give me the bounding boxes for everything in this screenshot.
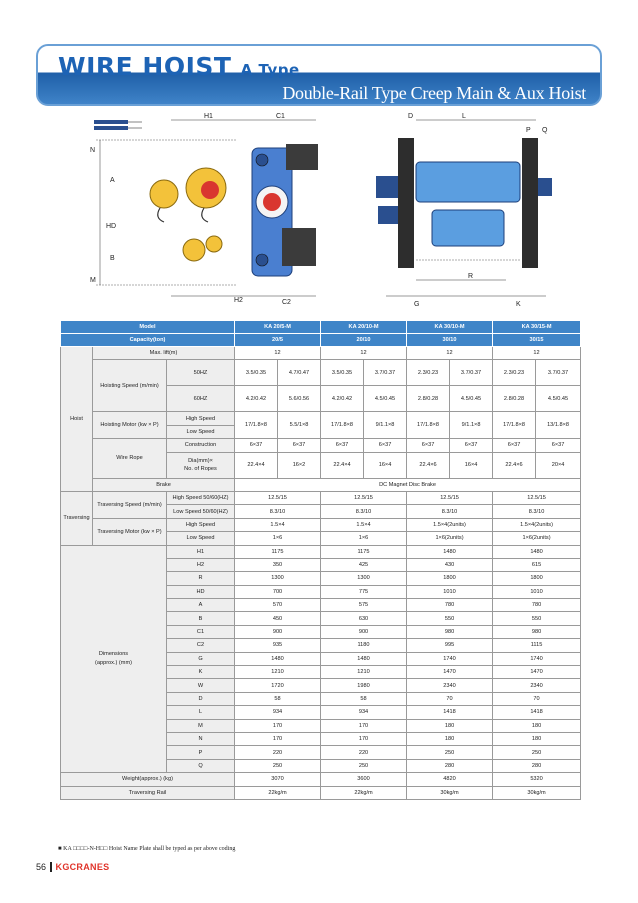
- table-cell: 1480: [493, 545, 581, 558]
- table-cell: 12.5/15: [493, 491, 581, 504]
- hoist-group-label: Hoist: [61, 347, 93, 492]
- dimension-name: B: [167, 612, 235, 625]
- table-cell: 180: [493, 732, 581, 745]
- table-cell: 1980: [321, 679, 407, 692]
- table-cell: 1300: [321, 572, 407, 585]
- model-cell: KA 20/5-M: [235, 321, 321, 334]
- trav-motor-label: Traversing Motor (kw × P): [93, 518, 167, 545]
- table-cell: 22kg/m: [321, 786, 407, 799]
- capacity-cell: 30/15: [493, 334, 581, 347]
- trav-speed-high-row: [61, 491, 581, 504]
- table-cell: 1740: [493, 652, 581, 665]
- table-cell: 430: [407, 558, 493, 571]
- table-cell: 220: [235, 746, 321, 759]
- page-subtitle: Double-Rail Type Creep Main & Aux Hoist: [282, 83, 586, 103]
- dimension-name: N: [167, 732, 235, 745]
- table-cell: 425: [321, 558, 407, 571]
- hoisting-motor-high-row: [61, 412, 581, 425]
- model-cell: KA 30/15-M: [493, 321, 581, 334]
- table-cell: 6×37: [278, 439, 321, 452]
- dimension-name: G: [167, 652, 235, 665]
- dia-label-line1: Dia(mm)×: [188, 457, 213, 464]
- dimension-name: P: [167, 746, 235, 759]
- footer-divider: [50, 862, 52, 872]
- table-cell: 8.3/10: [235, 505, 321, 518]
- table-cell: 3.7/0.37: [364, 360, 407, 386]
- table-cell: 2.3/0.23: [407, 360, 450, 386]
- front-view: [376, 120, 552, 296]
- dimensions-label: [61, 545, 167, 773]
- low-speed-label: Low Speed: [167, 425, 235, 438]
- max-lift-row: [61, 347, 581, 360]
- table-cell: 22.4×4: [235, 452, 278, 478]
- table-cell: 995: [407, 639, 493, 652]
- table-cell: 13/1.8×8: [536, 412, 581, 439]
- table-cell: 934: [235, 706, 321, 719]
- label-d: D: [408, 113, 414, 120]
- table-cell: 550: [493, 612, 581, 625]
- dimension-name: A: [167, 599, 235, 612]
- table-cell: 12.5/15: [321, 491, 407, 504]
- construction-row: [61, 439, 581, 452]
- table-cell: 2340: [407, 679, 493, 692]
- trav-high-label: High Speed 50/60(HZ): [167, 491, 235, 504]
- table-cell: 575: [321, 599, 407, 612]
- table-cell: 350: [235, 558, 321, 571]
- trav-low-label: Low Speed 50/60(HZ): [167, 505, 235, 518]
- dimension-name: R: [167, 572, 235, 585]
- table-cell: 570: [235, 599, 321, 612]
- table-cell: 9/1.1×8: [364, 412, 407, 439]
- dimensions-body: [61, 545, 581, 773]
- table-cell: 17/1.8×8: [321, 412, 364, 439]
- label-b: B: [110, 255, 115, 262]
- label-c1: C1: [276, 113, 285, 120]
- table-cell: 6×37: [364, 439, 407, 452]
- table-cell: 1480: [407, 545, 493, 558]
- label-r: R: [468, 273, 474, 280]
- table-cell: 22.4×4: [321, 452, 364, 478]
- spec-table: [60, 320, 581, 800]
- footnote: ■ KA □□□□-N-H□□ Hoist Name Plate shall be typed as per above coding: [58, 846, 236, 852]
- table-cell: 280: [407, 759, 493, 772]
- hoisting-speed-label: Hoisting Speed (m/min): [93, 360, 167, 412]
- label-q: Q: [542, 127, 548, 134]
- brake-label: Brake: [93, 478, 235, 491]
- brand-logo: KGCRANES: [55, 862, 110, 872]
- trav-motor-high-label: High Speed: [167, 518, 235, 531]
- table-cell: 1010: [407, 585, 493, 598]
- model-cell: KA 20/10-M: [321, 321, 407, 334]
- dimension-name: H1: [167, 545, 235, 558]
- table-cell: 1×6: [321, 532, 407, 545]
- table-cell: 1480: [235, 652, 321, 665]
- table-cell: 1418: [493, 706, 581, 719]
- label-c2: C2: [282, 299, 291, 306]
- table-cell: 1300: [235, 572, 321, 585]
- table-cell: 180: [493, 719, 581, 732]
- label-l: L: [462, 113, 466, 120]
- dia-label-line2: No. of Ropes: [184, 466, 217, 473]
- table-cell: 12: [407, 347, 493, 360]
- page-number: 56: [36, 862, 47, 872]
- rail-label: Traversing Rail: [61, 786, 235, 799]
- dimensions-label-line1: Dimensions: [98, 650, 129, 657]
- table-cell: 12.5/15: [235, 491, 321, 504]
- label-h2: H2: [234, 297, 243, 304]
- table-cell: 5.5/1×8: [278, 412, 321, 439]
- table-cell: 4.5/0.45: [536, 386, 581, 412]
- table-cell: 6×37: [493, 439, 536, 452]
- table-cell: 900: [235, 625, 321, 638]
- table-cell: 775: [321, 585, 407, 598]
- table-cell: 1180: [321, 639, 407, 652]
- table-cell: 1720: [235, 679, 321, 692]
- table-cell: 12: [321, 347, 407, 360]
- model-cell: KA 30/10-M: [407, 321, 493, 334]
- table-cell: 1.5×4(2units): [493, 518, 581, 531]
- table-cell: 1800: [407, 572, 493, 585]
- table-cell: 1115: [493, 639, 581, 652]
- table-cell: 1.5×4: [321, 518, 407, 531]
- table-cell: 250: [235, 759, 321, 772]
- table-cell: 16×4: [364, 452, 407, 478]
- table-cell: 9/1.1×8: [450, 412, 493, 439]
- table-cell: 58: [235, 692, 321, 705]
- table-cell: 70: [493, 692, 581, 705]
- table-cell: 700: [235, 585, 321, 598]
- brake-value: DC Magnet Disc Brake: [235, 478, 581, 491]
- construction-label: Construction: [167, 439, 235, 452]
- table-cell: 4820: [407, 773, 493, 786]
- table-cell: 1.5×4: [235, 518, 321, 531]
- table-cell: 1×6: [235, 532, 321, 545]
- table-cell: 934: [321, 706, 407, 719]
- table-cell: 12: [235, 347, 321, 360]
- table-cell: 220: [321, 746, 407, 759]
- table-cell: 450: [235, 612, 321, 625]
- table-cell: 1010: [493, 585, 581, 598]
- table-cell: 2.8/0.28: [407, 386, 450, 412]
- dimension-name: K: [167, 666, 235, 679]
- table-cell: 6×37: [450, 439, 493, 452]
- table-cell: 4.7/0.47: [278, 360, 321, 386]
- dimension-name: HD: [167, 585, 235, 598]
- table-cell: 3.7/0.37: [450, 360, 493, 386]
- table-cell: 16×4: [450, 452, 493, 478]
- table-cell: 30kg/m: [407, 786, 493, 799]
- table-cell: 250: [493, 746, 581, 759]
- table-cell: 2340: [493, 679, 581, 692]
- table-cell: 17/1.8×8: [407, 412, 450, 439]
- table-cell: 6×37: [321, 439, 364, 452]
- brake-row: [61, 478, 581, 491]
- table-cell: 22kg/m: [235, 786, 321, 799]
- hoist-drawing: [86, 110, 556, 310]
- label-k: K: [516, 301, 521, 308]
- model-label: Model: [61, 321, 235, 334]
- table-cell: 3.7/0.37: [536, 360, 581, 386]
- dia-label: [167, 452, 235, 478]
- capacity-cell: 20/5: [235, 334, 321, 347]
- rail-section-icon: [94, 120, 142, 130]
- hoisting-speed-50-row: [61, 360, 581, 386]
- table-cell: 8.3/10: [493, 505, 581, 518]
- table-cell: 780: [493, 599, 581, 612]
- weight-row: [61, 773, 581, 786]
- table-cell: 1×6(2units): [493, 532, 581, 545]
- table-cell: 780: [407, 599, 493, 612]
- table-cell: 1740: [407, 652, 493, 665]
- trav-motor-high-row: [61, 518, 581, 531]
- table-cell: 30kg/m: [493, 786, 581, 799]
- dimension-name: W: [167, 679, 235, 692]
- dimension-name: C1: [167, 625, 235, 638]
- dimension-row: [61, 545, 581, 558]
- table-cell: 1418: [407, 706, 493, 719]
- table-cell: 70: [407, 692, 493, 705]
- capacity-cell: 20/10: [321, 334, 407, 347]
- page-title: [58, 52, 300, 81]
- table-cell: 8.3/10: [321, 505, 407, 518]
- dimension-name: M: [167, 719, 235, 732]
- label-n: N: [90, 147, 96, 154]
- table-cell: 280: [493, 759, 581, 772]
- title-suffix: A Type: [240, 61, 300, 79]
- table-cell: 4.5/0.45: [364, 386, 407, 412]
- table-cell: 1.5×4(2units): [407, 518, 493, 531]
- table-cell: 980: [407, 625, 493, 638]
- capacity-label: Capacity(ton): [61, 334, 235, 347]
- table-cell: 630: [321, 612, 407, 625]
- table-cell: 5.6/0.56: [278, 386, 321, 412]
- label-h1: H1: [204, 113, 213, 120]
- table-cell: 900: [321, 625, 407, 638]
- label-m: M: [90, 277, 96, 284]
- table-cell: 17/1.8×8: [235, 412, 278, 439]
- label-p: P: [526, 127, 531, 134]
- table-cell: 22.4×6: [493, 452, 536, 478]
- table-cell: 1175: [235, 545, 321, 558]
- table-cell: 615: [493, 558, 581, 571]
- table-cell: 1800: [493, 572, 581, 585]
- table-cell: 20×4: [536, 452, 581, 478]
- title-banner: [36, 44, 602, 106]
- dimension-name: L: [167, 706, 235, 719]
- table-cell: 4.2/0.42: [235, 386, 278, 412]
- table-cell: 5320: [493, 773, 581, 786]
- table-cell: 1480: [321, 652, 407, 665]
- label-hd: HD: [106, 223, 117, 230]
- table-cell: 22.4×6: [407, 452, 450, 478]
- table-cell: 180: [407, 732, 493, 745]
- table-cell: 935: [235, 639, 321, 652]
- hz50-label: 50HZ: [167, 360, 235, 386]
- weight-label: Weight(approx.) (kg): [61, 773, 235, 786]
- table-cell: 170: [235, 732, 321, 745]
- table-cell: 6×37: [407, 439, 450, 452]
- table-cell: 4.5/0.45: [450, 386, 493, 412]
- dimension-name: D: [167, 692, 235, 705]
- high-speed-label: High Speed: [167, 412, 235, 425]
- page-footer: [36, 862, 109, 872]
- table-cell: 12: [493, 347, 581, 360]
- capacity-cell: 30/10: [407, 334, 493, 347]
- dimension-name: H2: [167, 558, 235, 571]
- dimensions-label-line2: (approx.) (mm): [95, 659, 132, 666]
- table-cell: 16×2: [278, 452, 321, 478]
- table-cell: 6×37: [235, 439, 278, 452]
- table-cell: 1470: [493, 666, 581, 679]
- table-cell: 170: [321, 719, 407, 732]
- title-main: WIRE HOIST: [58, 52, 232, 81]
- table-cell: 1210: [235, 666, 321, 679]
- table-cell: 170: [235, 719, 321, 732]
- side-view: [96, 120, 318, 296]
- table-cell: 17/1.8×8: [493, 412, 536, 439]
- dimension-name: C2: [167, 639, 235, 652]
- table-cell: 3600: [321, 773, 407, 786]
- table-cell: 58: [321, 692, 407, 705]
- table-cell: 8.3/10: [407, 505, 493, 518]
- table-cell: 980: [493, 625, 581, 638]
- rail-row: [61, 786, 581, 799]
- table-cell: 250: [321, 759, 407, 772]
- trav-motor-low-label: Low Speed: [167, 532, 235, 545]
- model-row: [61, 321, 581, 334]
- table-cell: 1210: [321, 666, 407, 679]
- table-cell: 1×6(2units): [407, 532, 493, 545]
- label-g: G: [414, 301, 420, 308]
- table-cell: 3.5/0.35: [321, 360, 364, 386]
- dimension-name: Q: [167, 759, 235, 772]
- wire-rope-label: Wire Rope: [93, 439, 167, 478]
- table-cell: 6×37: [536, 439, 581, 452]
- table-cell: 3.5/0.35: [235, 360, 278, 386]
- table-cell: 4.2/0.42: [321, 386, 364, 412]
- traversing-group-label: Traversing: [61, 491, 93, 545]
- hoisting-motor-label: Hoisting Motor (kw × P): [93, 412, 167, 439]
- table-cell: 1470: [407, 666, 493, 679]
- capacity-row: [61, 334, 581, 347]
- table-cell: 170: [321, 732, 407, 745]
- table-cell: 180: [407, 719, 493, 732]
- label-a: A: [110, 177, 115, 184]
- table-cell: 2.3/0.23: [493, 360, 536, 386]
- max-lift-label: Max. lift(m): [93, 347, 235, 360]
- table-cell: 3070: [235, 773, 321, 786]
- table-cell: 250: [407, 746, 493, 759]
- table-cell: 550: [407, 612, 493, 625]
- hz60-label: 60HZ: [167, 386, 235, 412]
- table-cell: 1175: [321, 545, 407, 558]
- table-cell: 2.8/0.28: [493, 386, 536, 412]
- table-cell: 12.5/15: [407, 491, 493, 504]
- trav-speed-label: Traversing Speed (m/min): [93, 491, 167, 518]
